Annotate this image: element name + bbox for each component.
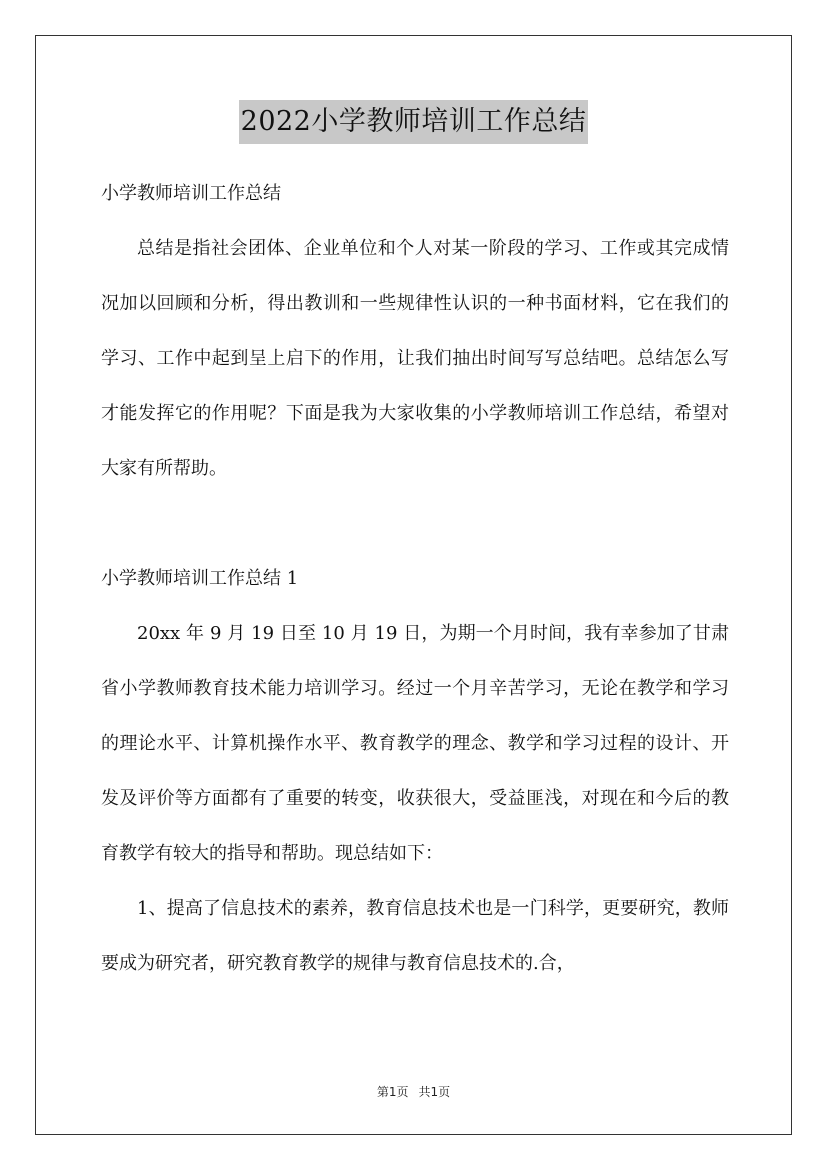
document-subtitle: 小学教师培训工作总结 xyxy=(101,183,281,204)
document-title: 2022小学教师培训工作总结 xyxy=(239,100,589,144)
page-footer xyxy=(0,1083,827,1100)
section-spacer xyxy=(101,496,729,551)
body-paragraph-2: 1、提高了信息技术的素养，教育信息技术也是一门科学，更要研究，教师要成为研究者，研究教育教学的规律与教育信息技术的.合， xyxy=(101,898,729,974)
page-number: 第1页 xyxy=(376,1085,409,1099)
document-body xyxy=(101,166,729,991)
page-total: 共1页 xyxy=(418,1085,451,1099)
section-heading: 小学教师培训工作总结 1 xyxy=(101,568,299,589)
title-container xyxy=(0,100,827,144)
body-paragraph-1: 20xx 年 9 月 19 日至 10 月 19 日，为期一个月时间，我有幸参加了甘肃省小学教师教育技术能力培训学习。经过一个月辛苦学习，无论在教学和学习的理论水平、计算机操作水平、教育教学的理念、教学和学习过程的设计、开发及评价等方面都有了重要的转变，收获很大，受益匪浅，对现在和今后的教育教学有较大的指导和帮助。现总结如下： xyxy=(101,623,729,864)
intro-paragraph: 总结是指社会团体、企业单位和个人对某一阶段的学习、工作或其完成情况加以回顾和分析，得出教训和一些规律性认识的一种书面材料，它在我们的学习、工作中起到呈上启下的作用，让我们抽出时间写写总结吧。总结怎么写才能发挥它的作用呢？下面是我为大家收集的小学教师培训工作总结，希望对大家有所帮助。 xyxy=(101,238,729,479)
